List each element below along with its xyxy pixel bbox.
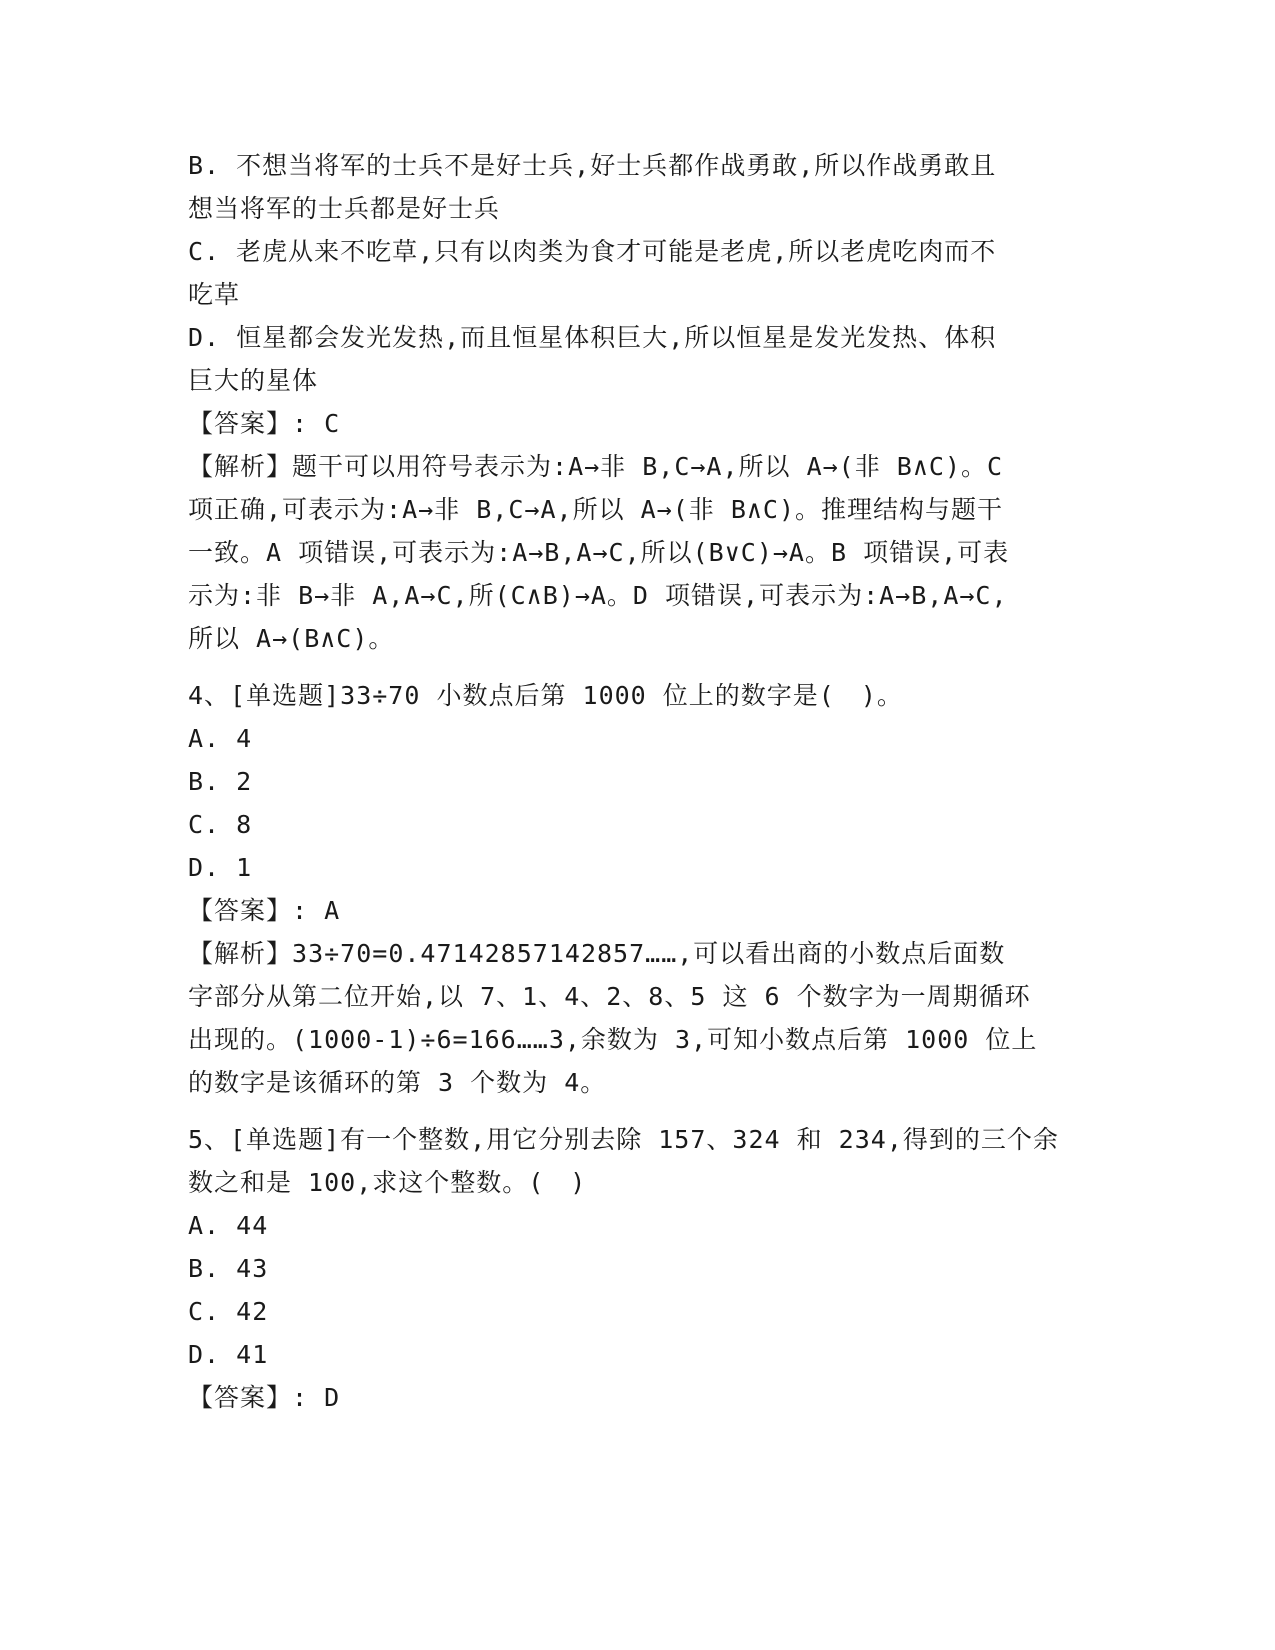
option-b: B. 43 [188,1254,269,1283]
option-c-line-2: 吃草 [188,280,241,309]
option-a: A. 4 [188,724,253,753]
option-d: D. 1 [188,853,253,882]
option-d-line-1: D. 恒星都会发光发热,而且恒星体积巨大,所以恒星是发光发热、体积 [188,323,997,352]
analysis-text: 33÷70=0.47142857142857……,可以看出商的小数点后面数 [292,939,1006,968]
option-d-line-2: 巨大的星体 [188,366,319,395]
analysis-text: 题干可以用符号表示为:A→非 B,C→A,所以 A→(非 B∧C)。C [292,452,1004,481]
analysis-line-2: 项正确,可表示为:A→非 B,C→A,所以 A→(非 B∧C)。推理结构与题干 [188,495,1004,524]
option-a: A. 44 [188,1211,269,1240]
analysis-line-4: 示为:非 B→非 A,A→C,所(C∧B)→A。D 项错误,可表示为:A→B,A→C, [188,581,1008,610]
answer-label: 【答案】 [188,409,293,438]
question-stem: 4、[单选题]33÷70 小数点后第 1000 位上的数字是( )。 [188,681,903,710]
answer-label: 【答案】 [188,896,293,925]
analysis-label: 【解析】 [188,939,293,968]
analysis-line-3: 一致。A 项错误,可表示为:A→B,A→C,所以(B∨C)→A。B 项错误,可表 [188,538,1010,567]
question-stem-line-1: 5、[单选题]有一个整数,用它分别去除 157、324 和 234,得到的三个余 [188,1125,1059,1154]
answer-value: : D [292,1383,341,1412]
question-stem-line-2: 数之和是 100,求这个整数。( ) [188,1168,587,1197]
prev-question [188,144,1088,660]
answer-line [188,402,1088,445]
analysis-line-1 [188,932,1088,975]
answer-label: 【答案】 [188,1383,293,1412]
spacer [188,1104,1088,1118]
analysis-line-5: 所以 A→(B∧C)。 [188,624,395,653]
option-c: C. 8 [188,810,253,839]
analysis-line-3: 出现的。(1000-1)÷6=166……3,余数为 3,可知小数点后第 1000 位上 [188,1025,1038,1054]
analysis-label: 【解析】 [188,452,293,481]
question-5 [188,1118,1088,1419]
analysis-line-4: 的数字是该循环的第 3 个数为 4。 [188,1068,607,1097]
option-d: D. 41 [188,1340,269,1369]
answer-line [188,1376,1088,1419]
analysis-line-1 [188,445,1088,488]
option-b-line-2: 想当将军的士兵都是好士兵 [188,194,501,223]
analysis-line-2: 字部分从第二位开始,以 7、1、4、2、8、5 这 6 个数字为一周期循环 [188,982,1031,1011]
answer-line [188,889,1088,932]
option-b: B. 2 [188,767,253,796]
document-page [188,144,1088,1419]
answer-value: : C [292,409,341,438]
option-b-line-1: B. 不想当将军的士兵不是好士兵,好士兵都作战勇敢,所以作战勇敢且 [188,151,997,180]
option-c-line-1: C. 老虎从来不吃草,只有以肉类为食才可能是老虎,所以老虎吃肉而不 [188,237,997,266]
answer-value: : A [292,896,341,925]
spacer [188,660,1088,674]
option-c: C. 42 [188,1297,269,1326]
question-4 [188,674,1088,1104]
